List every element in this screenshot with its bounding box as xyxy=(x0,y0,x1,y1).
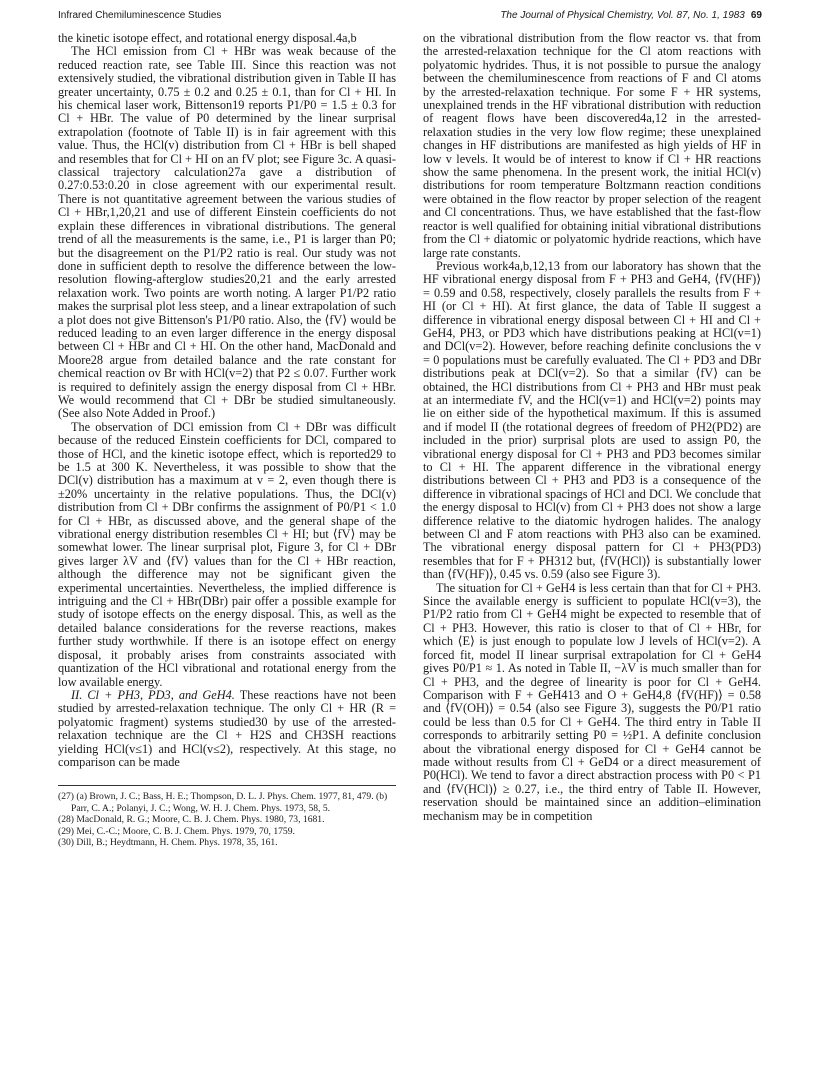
reference-item: (27) (a) Brown, J. C.; Bass, H. E.; Thompson, D. L. J. Phys. Chem. 1977, 81, 479. (b) Parr, C. A.; Polanyi, J. C.; Wong, W. H. J. Chem. Phys. 1973, 58, 5. xyxy=(58,791,388,814)
running-head-right xyxy=(500,10,762,21)
paragraph: Previous work4a,b,12,13 from our laboratory has shown that the HF vibrational energy disposal from F + PH3 and GeH4, ⟨fV(HF)⟩ = 0.59 and 0.58, respectively, closely parallels the results from F + HI (or Cl + HI). At first glance, the data of Table II suggest a difference in vibrational energy disposal between Cl + HI and Cl + GeH4, PH3, or PD3 which have distributions peaking at HCl(v=1) and DCl(v=2). However, before reaching definite conclusions the v = 0 populations must be carefully evaluated. The Cl + PD3 and DBr distributions peak at DCl(v=2). So that a similar ⟨fV⟩ can be obtained, the HCl distributions from Cl + PH3 and HBr must peak at an intermediate fV, and the HCl(v=1) and HCl(v=2) points may lie on either side of the hypothetical maximum. If this is assumed and if model II (the rotational degrees of freedom of PH2(PD2) are included in the prior) surprisal plots are used to assign P0, the vibrational energy disposal for Cl + PH3 and PD3 becomes similar to Cl + HI. The apparent difference in the vibrational energy distributions between Cl + PH3 and PD3 is a consequence of the difference in vibrational spacings of HCl and DCl. We conclude that the energy disposal to HCl(v) from Cl + PH3 does not show a large difference relative to the diatomic hydrogen halides. The analogy between Cl and F atom reactions with PH3 also can be examined. The vibrational energy disposal pattern for Cl + PH3(PD3) resembles that for F + PH312 but, ⟨fV(HCl)⟩ is substantially lower than ⟨fV(HF)⟩, 0.45 vs. 0.59 (also see Figure 3). xyxy=(423,258,761,582)
left-column xyxy=(58,32,396,848)
footnote-references xyxy=(58,785,396,848)
paragraph: The situation for Cl + GeH4 is less certain than that for Cl + PH3. Since the available energy is sufficient to populate HCl(v=3), the P1/P2 ratio from Cl + GeH4 might be expected to resemble that of Cl + PH3. However, this ratio is closer to that of Cl + HBr, for which ⟨E⟩ is just enough to populate low J levels of HCl(v=2). A forced fit, model II linear surprisal extrapolation for Cl + GeH4 gives P0/P1 ≈ 1. As noted in Table II, −λV is much smaller than for Cl + PH3, and the degree of linearity is poor for Cl + GeH4. Comparison with F + GeH413 and O + GeH4,8 ⟨fV(HF)⟩ = 0.58 and ⟨fV(OH)⟩ = 0.54 (also see Figure 3), suggests the P0/P1 ratio could be less than 0.5 for Cl + GeH4. The third entry in Table II corresponds to arbitrarily setting P0 = ½P1. A definite conclusion about the vibrational energy disposed for Cl + GeH4 cannot be made without results from Cl + GeD4 or a direct measurement of P0(HCl). We tend to favor a direct abstraction process with P0 < P1 and ⟨fV(HCl)⟩ ≥ 0.27, i.e., the third entry of Table II. However, reservation should be maintained since an addition–elimination mechanism may be in competition xyxy=(423,580,761,823)
right-column xyxy=(423,32,761,823)
journal-citation: The Journal of Physical Chemistry, Vol. 87, No. 1, 1983 xyxy=(500,10,745,21)
section-paragraph xyxy=(58,689,396,769)
paragraph: the kinetic isotope effect, and rotational energy disposal.4a,b xyxy=(58,31,357,45)
reference-item: (30) Dill, B.; Heydtmann, H. Chem. Phys. 1978, 35, 161. xyxy=(58,836,278,848)
section-text: These reactions have not been studied by arrested-relaxation technique. The only Cl + HR (R = polyatomic fragment) systems studied30 by use of the arrested-relaxation technique are the Cl + H2S and CH3SH reactions yielding HCl(v≤1) and HCl(v≤2), respectively. At this stage, no comparison can be made xyxy=(58,687,396,769)
reference-item: (28) MacDonald, R. G.; Moore, C. B. J. Chem. Phys. 1980, 73, 1681. xyxy=(58,814,325,826)
page-number: 69 xyxy=(750,10,762,21)
section-heading: II. Cl + PH3, PD3, and GeH4. xyxy=(71,687,235,702)
reference-item: (29) Mei, C.-C.; Moore, C. B. J. Chem. Phys. 1979, 70, 1759. xyxy=(58,825,295,837)
paragraph: The observation of DCl emission from Cl + DBr was difficult because of the reduced Einstein coefficients for DCl, compared to those of HCl, and the kinetic isotope effect, which is reported29 to be 1.5 at 300 K. Nevertheless, it was possible to show that the DCl(v) distribution has a maximum at v = 2, even though there is ±20% uncertainty in the relative populations. Thus, the DCl(v) distribution from Cl + DBr confirms the assignment of P0/P1 < 1.0 for Cl + HBr, as discussed above, and the general shape of the vibrational energy distribution resembles Cl + HI; but ⟨fV⟩ may be somewhat lower. The linear surprisal plot, Figure 3, for Cl + DBr gives larger λV and ⟨fV⟩ values than for the Cl + HBr reaction, although the difference may not be significant given the experimental uncertainties. Nevertheless, the implied difference is intriguing and the Cl + HBr(DBr) pair offer a possible example for study of isotope effects on the energy disposal. This, as well as the detailed balance considerations for the reverse reactions, makes further study worthwhile. If there is an isotope effect on energy disposal, it probably arises from constraints associated with quantization of the HCl vibrational and rotational energy from the low available energy. xyxy=(58,419,396,689)
running-head-left: Infrared Chemiluminescence Studies xyxy=(58,10,222,21)
paragraph: The HCl emission from Cl + HBr was weak because of the reduced reaction rate, see Table III. Since this reaction was not extensively studied, the vibrational distribution given in Table II has greater uncertainty, 0.75 ± 0.2 and 0.25 ± 0.1, than for Cl + HI. In his chemical laser work, Bittenson19 reports P1/P0 = 1.5 ± 0.3 for Cl + HBr. The value of P0 determined by the linear surprisal extrapolation (footnote of Table II) is in fair agreement with this value. Thus, the HCl(v) distribution from Cl + HBr is bell shaped and resembles that for Cl + HI on an fV plot; see Figure 3c. A quasi-classical trajectory calculation27a gave a distribution of 0.27:0.53:0.20 in close agreement with our experimental result. There is not quantitative agreement between the various studies of Cl + HBr,1,20,21 and use of different Einstein coefficients do not explain these differences in vibrational distributions. The general trend of all the measurements is the same, i.e., P1 is larger than P0; but the disagreement on the P1/P2 ratio is real. Our study was not done in sufficient depth to resolve the difference between the low-resolution flowing-afterglow studies20,21 and the early arrested relaxation work. Two points are worth noting. A larger P1/P2 ratio makes the surprisal plot less steep, and a linear extrapolation of such a plot does not give Bittenson's P1/P0 ratio. Also, the ⟨fV⟩ would be reduced leading to an even larger difference in the energy disposal between Cl + HBr and Cl + HI. On the other hand, MacDonald and Moore28 argue from detailed balance and the rate constant for chemical reaction ov Br with HCl(v=2) that P2 ≤ 0.07. Further work is required to definitely assign the energy disposal from Cl + HBr. We would recommend that Cl + DBr be studied simultaneously. (See also Note Added in Proof.) xyxy=(58,44,396,421)
paragraph: on the vibrational distribution from the flow reactor vs. that from the arrested-relaxation technique for the Cl atom reactions with polyatomic hydrides. Thus, it is not possible to pursue the analogy between the chemiluminescence from reactions of F and Cl atoms by the arrested-relaxation technique. For some F + HR systems, unexplained trends in the HF vibrational distribution with reduction of reagent flows have been discovered4a,12 in the arrested-relaxation studies in the very low flow regime; these unexplained changes in HF distributions are manifested as high yields of HF in low v levels. It would be of interest to know if Cl + HR reactions show the same phenomena. In the present work, the initial HCl(v) distributions for room temperature Boltzmann reaction conditions were obtained in the flow reactor by proper selection of the reagent and Cl concentrations. Thus, we have established that the fast-flow reactor is well qualified for obtaining initial vibrational distributions from the Cl + diatomic or polyatomic hydride reactions, which have large rate constants. xyxy=(423,31,761,260)
